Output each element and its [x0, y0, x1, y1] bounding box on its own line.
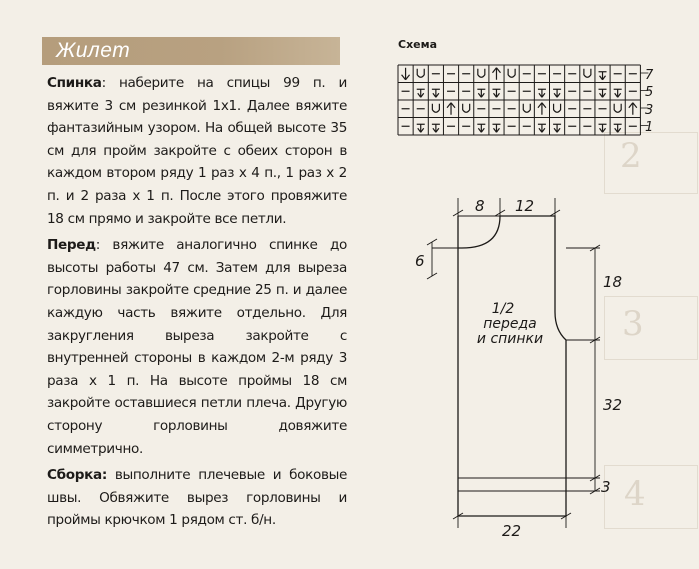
dim-rib-label: 3 — [601, 478, 611, 496]
watermark-number: 2 — [620, 136, 642, 176]
dim-neck-label: 12 — [515, 197, 535, 215]
dim-shoulder-label: 8 — [475, 197, 485, 215]
row-number-3: 3 — [645, 103, 654, 118]
watermark-number: 3 — [622, 304, 644, 344]
paragraph-label: Перед — [47, 237, 96, 254]
row-number-7: 7 — [645, 68, 654, 83]
row-number-1: 1 — [645, 120, 654, 135]
paragraph-text: выполните плечевые и боковые швы. Обвяжите вырез горловины и проймы крючком 1 рядом ст. б/н. — [47, 467, 347, 529]
watermark-number: 4 — [624, 474, 646, 514]
paragraph-text: : наберите на спицы 99 п. и вяжите 3 см резинкой 1х1. Далее вяжите фантазийным узором. На общей высоте 35 см для пройм закройте с обеих сторон в каждом втором ряду 1 раз х 4 п., 1 раз х 2 п. и 2 раза х 1 п. После этого провяжите 18 см прямо и закройте все петли. — [47, 75, 347, 227]
dim-neck-depth-label: 6 — [415, 252, 425, 270]
dim-body-label: 32 — [603, 396, 623, 414]
piece-label-line: и спинки — [476, 331, 544, 347]
page-title: Жилет — [56, 39, 131, 62]
paragraph-label: Спинка — [47, 75, 102, 91]
row-number-5: 5 — [645, 85, 654, 100]
paragraph-label: Сборка: — [47, 467, 107, 484]
piece-label-line: переда — [483, 316, 537, 332]
paragraph-text: : вяжите аналогично спинке до высоты работы 47 см. Затем для выреза горловины закройте средние 25 п. и далее каждую часть вяжите отдельно. Для закругления выреза закройте с внутренней стороны в каждом 2-м ряду 3 раза х 1 п. На высоте проймы 18 см закройте оставшиеся петли плеча. Другую сторону горловины довяжите симметрично. — [47, 237, 347, 457]
dim-width-label: 22 — [502, 522, 522, 540]
piece-label-line: 1/2 — [491, 301, 515, 317]
dim-armhole-label: 18 — [603, 273, 623, 291]
piece-outline — [458, 216, 566, 516]
scheme-label: Схема — [398, 38, 438, 51]
